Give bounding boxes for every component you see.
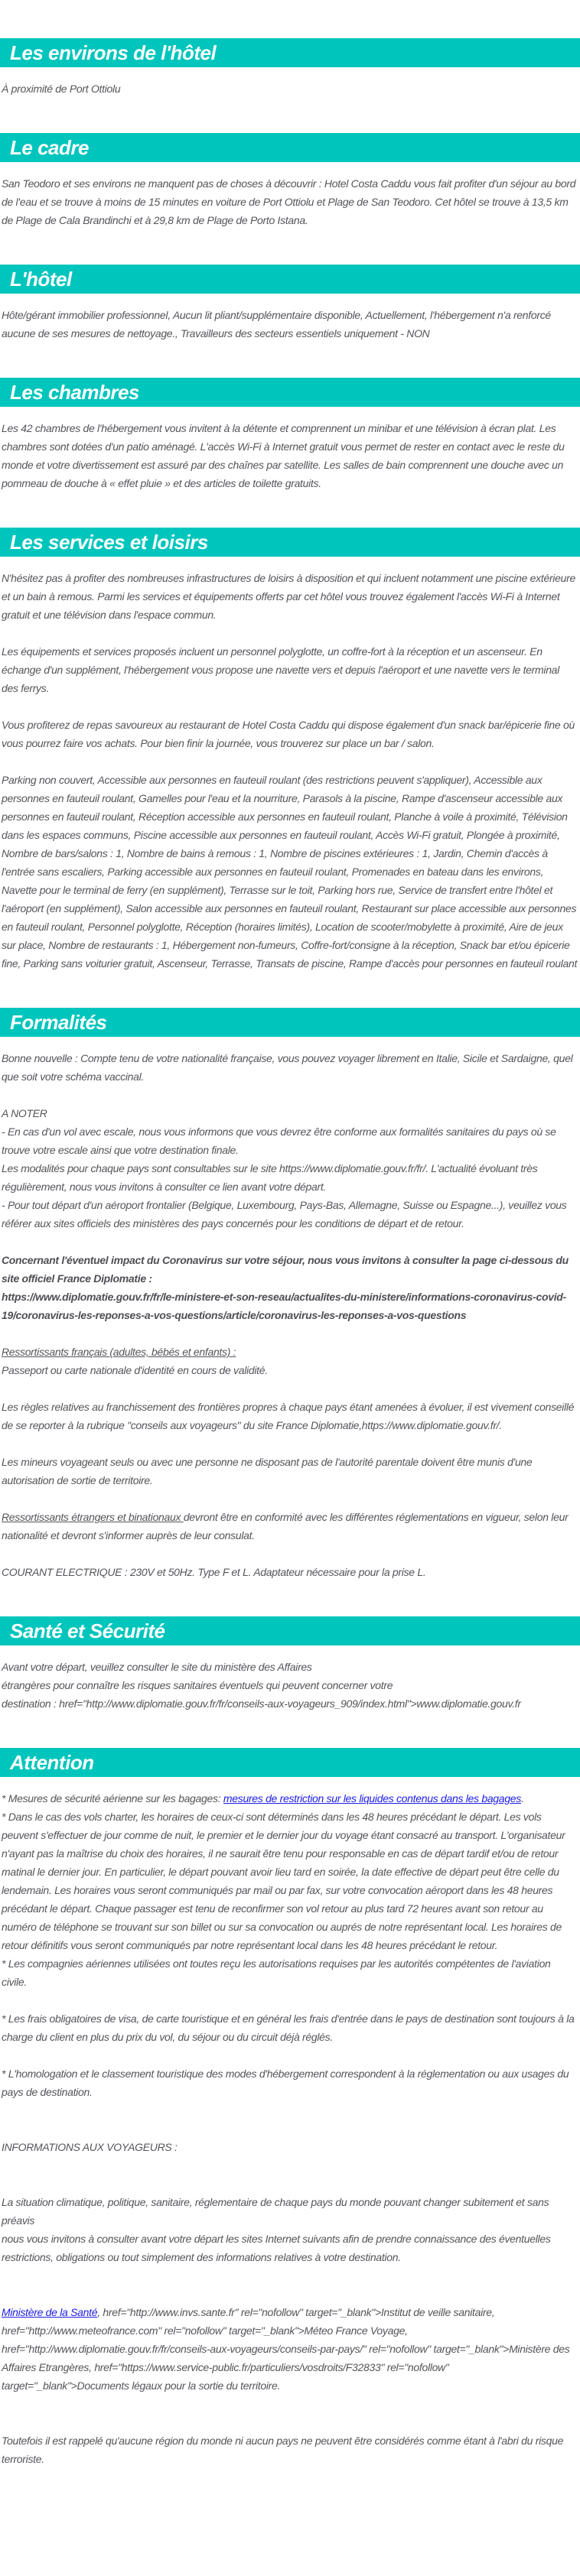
baggage-liquids-restriction-link[interactable]: mesures de restriction sur les liquides contenus dans les bagages [223,1792,521,1804]
paragraph [0,1104,580,1233]
text-run: Les 42 chambres de l'hébergement vous invitent à la détente et comprennent un minibar et une télévision à écran plat. Les chambres sont dotées d'un patio aménagé. L'accès Wi-Fi à Internet gratuit vous permet de rester en contact avec le reste du monde et votre divertissement est assuré par des chaînes par satellite. Les salles de bain comprennent une douche avec un pommeau de douche à « effet pluie » et des articles de toilette gratuits. [2,422,565,489]
text-run: * Dans le cas des vols charter, les horaires de ceux-ci sont déterminés dans les 48 heures précédant le départ. Les vols peuvent s'effectuer de jour comme de nuit, le premier et le dernier jour du voyage étant consacré au transport. L'organisateur n'ayant pas la maîtrise du choix des horaires, il ne saurait être tenu pour responsable en cas de départ tardif et/ou de retour matinal le dernier jour. En particulier, le départ pouvant avoir lieu tard en soirée, la date effective de départ peut être celle du lendemain. Les horaires vous seront communiqués par mail ou par fax, sur votre convocation aéroport dans les 48 heures précédant le départ. Chaque passager est tenu de reconfirmer son vol retour au plus tard 72 heures avant son retour au numéro de téléphone se trouvant sur son billet ou sur sa convocation ou auprés de notre représentant local. Les horaires de retour définitifs vous seront communiqués par notre représentant local dans les 48 heures précédant le retour. [2,1811,565,1951]
text-run: Ressortissants étrangers et binationaux [2,1511,184,1523]
section-hotel [0,265,580,343]
section-title: Formalités [10,1010,107,1034]
text-run: , href="http://www.invs.sante.fr" rel="nofollow" target="_blank">Institut de veille sanitaire, href="http://www.meteofrance.com" rel="nofollow" target="_blank">Méteo France Voyage, href="http://www.diplomatie.gouv.fr/fr/conseils-aux-voyageurs/conseils-par-pays/" rel="nofollow" target="_blank">Ministère des Affaires Etrangères, href="https://www.service-public.fr/particuliers/vosdroits/F32833" rel="nofollow" target="_blank">Documents légaux pour la sortie du territoire. [2,2306,570,2392]
paragraph [0,1398,580,1434]
paragraph [0,2064,580,2101]
section-header-sante-securite [0,1616,580,1645]
text-run: Passeport ou carte nationale d'identité en cours de validité. [2,1364,268,1376]
section-title: Santé et Sécurité [10,1619,165,1642]
text-run: À proximité de Port Ottiolu [2,83,121,95]
text-run: https://www.diplomatie.gouv.fr/fr/le-ministere-et-son-reseau/actualites-du-ministere/informations-coronavirus-covid-19/coronavirus-les-reponses-a-vos-questions/article/coronavirus-les-reponses-a-vos-questions [2,1291,566,1321]
paragraph [0,2303,580,2395]
text-run: * Les frais obligatoires de visa, de carte touristique et en général les frais d'entrée dans le pays de destination sont toujours à la charge du client en plus du prix du vol, du séjour ou du circuit déjà réglés. [2,2012,575,2043]
text-run: Hôte/gérant immobilier professionnel, Aucun lit pliant/supplémentaire disponible, Actuellement, l'hébergement n'a renforcé aucune de ses mesures de nettoyage., Travailleurs des secteurs essentiels uniquement - NON [2,309,551,339]
text-run: Les règles relatives au franchissement des frontières propres à chaque pays étant amenées à évoluer, il est vivement conseillé de se reporter à la rubrique "conseils aux voyageurs" du site France Diplomatie,https://www.diplomatie.gouv.fr/. [2,1401,575,1431]
section-header-attention [0,1748,580,1777]
section-cadre [0,133,580,229]
section-title: Les chambres [10,380,139,404]
section-header-environs-hotel [0,38,580,67]
text-run: Avant votre départ, veuillez consulter le site du ministère des Affaires [2,1661,312,1673]
section-sante-securite [0,1616,580,1713]
ministere-sante-link[interactable]: Ministère de la Santé [2,2306,98,2318]
section-title: Attention [10,1750,94,1774]
text-run: - Pour tout départ d'un aéroport frontalier (Belgique, Luxembourg, Pays-Bas, Allemagne, Suisse ou Espagne...), veuillez vous référer aux sites officiels des ministères des pays concernés pour les conditions de départ et de retour. [2,1199,567,1230]
text-run: Vous profiterez de repas savoureux au restaurant de Hotel Costa Caddu qui dispose également d'un snack bar/épicerie fine où vous pourrez faire vos achats. Pour bien finir la journée, vous trouverez sur place un bar / salon. [2,719,575,749]
paragraph [0,1508,580,1545]
section-attention [0,1748,580,2468]
paragraph [0,1343,580,1379]
text-run: devront être en conformité avec les différentes réglementations en vigueur, selon leur nationalité et devront s'informer auprès de leur consulat. [2,1511,569,1541]
paragraph [0,174,580,229]
text-run: INFORMATIONS AUX VOYAGEURS : [2,2141,178,2153]
section-title: Le cadre [10,135,89,159]
text-run: La situation climatique, politique, sanitaire, réglementaire de chaque pays du monde pouvant changer subitement et sans préavis [2,2196,549,2227]
section-header-formalites [0,1008,580,1037]
text-run: * Mesures de sécurité aérienne sur les bagages: [2,1792,223,1804]
text-run: Les mineurs voyageant seuls ou avec une personne ne disposant pas de l'autorité parentale doivent être munis d'une autorisation de sortie de territoire. [2,1456,533,1486]
paragraph [0,306,580,343]
text-run: Les équipements et services proposés incluent un personnel polyglotte, un coffre-fort à la réception et un ascenseur. En échange d'un supplément, l'hébergement vous propose une navette vers et depuis l'aéroport et une navette vers le terminal des ferrys. [2,645,559,694]
text-run: nous vous invitons à consulter avant votre départ les sites Internet suivants afin de prendre connaissance des éventuelles restrictions, obligations ou tout simplement des informations relatives à votre destination. [2,2233,551,2263]
text-run: - En cas d'un vol avec escale, nous vous informons que vous devrez être conforme aux formalités sanitaires du pays où se trouve votre escale ainsi que votre destination finale. [2,1126,556,1156]
text-run: San Teodoro et ses environs ne manquent pas de choses à découvrir : Hotel Costa Caddu vous fait profiter d'un séjour au bord de l'eau et se trouve à moins de 15 minutes en voiture de Port Ottiolu et Plage de San Teodoro. Cet hôtel se trouve à 13,5 km de Plage de Cala Brandinchi et à 29,8 km de Plage de Porto Istana. [2,177,576,226]
text-run: A NOTER [2,1107,47,1119]
text-run: Ressortissants français (adultes, bébés et enfants) : [2,1346,236,1358]
section-title: Les services et loisirs [10,530,208,554]
section-chambres [0,378,580,492]
paragraph [0,1563,580,1581]
section-header-services-loisirs [0,528,580,557]
paragraph [0,1789,580,1991]
text-run: . [520,1792,524,1804]
paragraph [0,1251,580,1324]
paragraph [0,2193,580,2266]
paragraph [0,2431,580,2468]
paragraph [0,2009,580,2046]
text-run: Les modalités pour chaque pays sont consultables sur le site https://www.diplomatie.gouv.fr/fr/. L'actualité évoluant très régulièrement, nous vous invitons à consulter ce lien avant votre départ. [2,1162,538,1193]
section-services-loisirs [0,528,580,973]
text-run: Parking non couvert, Accessible aux personnes en fauteuil roulant (des restrictions peuvent s'appliquer), Accessible aux personnes en fauteuil roulant, Gamelles pour l'eau et la nourriture, Parasols à la piscine, Rampe d'ascenseur accessible aux personnes en fauteuil roulant, Réception accessible aux personnes en fauteuil roulant, Planche à voile à proximité, Télévision dans les espaces communs, Piscine accessible aux personnes en fauteuil roulant, Accès Wi-Fi gratuit, Plongée à proximité, Nombre de bars/salons : 1, Nombre de bains à remous : 1, Nombre de piscines extérieures : 1, Jardin, Chemin d'accès à l'entrée sans escaliers, Parking accessible aux personnes en fauteuil roulant, Promenades en bateau dans les environs, Navette pour le terminal de ferry (en supplément), Terrasse sur le toit, Parking hors rue, Service de transfert entre l'hôtel et l'aéroport (en supplément), Salon accessible aux personnes en fauteuil roulant, Restaurant sur place accessible aux personnes en fauteuil roulant, Personnel polyglotte, Réception (horaires limités), Location de scooter/mobylette à proximité, Aire de jeux sur place, Nombre de restaurants : 1, Hébergement non-fumeurs, Coffre-fort/consigne à la réception, Snack bar et/ou épicerie fine, Parking sans voiturier gratuit, Ascenseur, Terrasse, Transats de piscine, Rampe d'accès pour personnes en fauteuil roulant [2,774,578,970]
section-header-chambres [0,378,580,407]
text-run: étrangères pour connaître les risques sanitaires éventuels qui peuvent concerner votre [2,1679,393,1691]
section-title: Les environs de l'hôtel [10,41,217,64]
section-formalites [0,1008,580,1581]
paragraph [0,1049,580,1086]
text-run: * L'homologation et le classement touristique des modes d'hébergement correspondent à la réglementation ou aux usages du pays de destination. [2,2068,569,2098]
text-run: COURANT ELECTRIQUE : 230V et 50Hz. Type F et L. Adaptateur nécessaire pour la prise L. [2,1566,426,1578]
text-run: N'hésitez pas à profiter des nombreuses infrastructures de loisirs à disposition et qui incluent notamment une piscine extérieure et un bain à remous. Parmi les services et équipements offerts par cet hôtel vous trouvez également l'accès Wi-Fi à Internet gratuit et une télévision dans l'espace commun. [2,572,575,621]
paragraph [0,2138,580,2156]
sections-container [0,38,580,2468]
section-environs-hotel [0,38,580,98]
paragraph [0,1658,580,1713]
text-run: Bonne nouvelle : Compte tenu de votre nationalité française, vous pouvez voyager librement en Italie, Sicile et Sardaigne, quel que soit votre schéma vaccinal. [2,1052,573,1083]
paragraph [0,716,580,752]
paragraph [0,419,580,492]
paragraph [0,771,580,973]
section-header-cadre [0,133,580,162]
paragraph [0,569,580,624]
paragraph [0,642,580,697]
text-run: * Les compagnies aériennes utilisées ont toutes reçu les autorisations requises par les autorités compétentes de l'aviation civile. [2,1957,551,1988]
text-run: Toutefois il est rappelé qu'aucune région du monde ni aucun pays ne peuvent être considérés comme étant à l'abri du risque terroriste. [2,2435,564,2465]
paragraph [0,80,580,98]
section-header-hotel [0,265,580,294]
text-run: destination : href="http://www.diplomatie.gouv.fr/fr/conseils-aux-voyageurs_909/index.html">www.diplomatie.gouv.fr [2,1697,521,1710]
paragraph [0,1453,580,1489]
text-run: Concernant l'éventuel impact du Coronavirus sur votre séjour, nous vous invitons à consulter la page ci-dessous du site officiel France Diplomatie : [2,1254,569,1285]
section-title: L'hôtel [10,267,72,291]
